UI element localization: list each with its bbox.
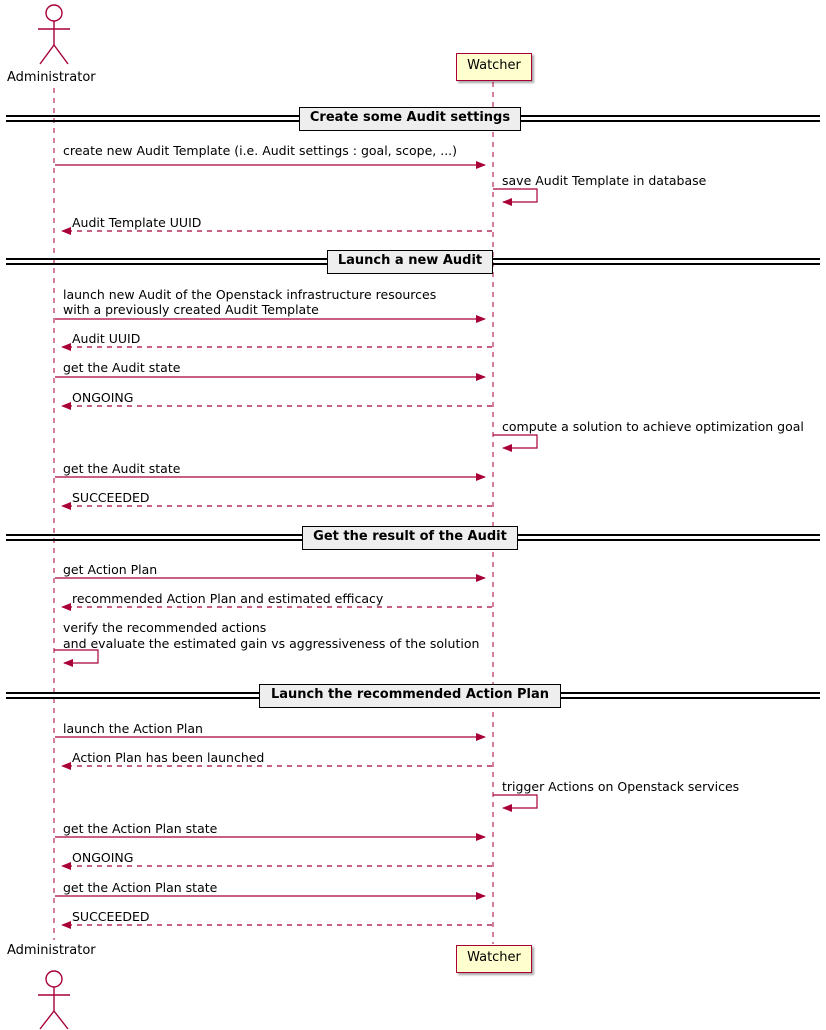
- message-label-get-action-plan: get Action Plan: [63, 562, 158, 577]
- arrow-save-audit-template-self: [493, 189, 537, 202]
- actor-administrator-bottom: [38, 971, 70, 1029]
- divider-get-result: [302, 526, 518, 550]
- message-label-ongoing-1: ONGOING: [72, 390, 134, 405]
- divider-launch-new-audit-label: Launch a new Audit: [337, 253, 483, 268]
- message-label-save-audit-template: save Audit Template in database: [502, 173, 707, 188]
- message-label-get-action-plan-state-2: get the Action Plan state: [63, 880, 218, 895]
- divider-launch-recommended-plan: [259, 684, 561, 708]
- message-label-verify-actions-line1: verify the recommended actions: [63, 620, 267, 635]
- participant-watcher-bottom[interactable]: [456, 945, 532, 973]
- message-label-audit-template-uuid: Audit Template UUID: [72, 215, 202, 230]
- participant-watcher-top[interactable]: [456, 53, 532, 81]
- message-label-launch-action-plan: launch the Action Plan: [63, 721, 203, 736]
- message-label-verify-actions-line2: and evaluate the estimated gain vs aggressiveness of the solution: [63, 636, 480, 651]
- actor-administrator-bottom-label: Administrator: [7, 943, 96, 958]
- actor-administrator-top-label: Administrator: [7, 70, 96, 85]
- actor-administrator-top: [38, 5, 70, 64]
- divider-create-audit-settings-label: Create some Audit settings: [309, 110, 511, 125]
- message-label-get-audit-state-2: get the Audit state: [63, 461, 181, 476]
- message-label-create-audit-template: create new Audit Template (i.e. Audit settings : goal, scope, ...): [63, 143, 458, 158]
- message-label-launch-new-audit-line2: with a previously created Audit Template: [63, 302, 319, 317]
- message-label-action-plan-launched: Action Plan has been launched: [72, 750, 265, 765]
- participant-watcher-bottom-label: Watcher: [467, 950, 521, 965]
- arrow-verify-actions-self: [54, 650, 98, 663]
- participant-watcher-top-label: Watcher: [467, 58, 521, 73]
- message-label-get-action-plan-state-1: get the Action Plan state: [63, 821, 218, 836]
- message-label-ongoing-2: ONGOING: [72, 850, 134, 865]
- message-label-audit-uuid: Audit UUID: [72, 331, 141, 346]
- divider-launch-new-audit: [327, 250, 493, 274]
- arrow-trigger-actions-self: [493, 795, 537, 808]
- message-label-get-audit-state-1: get the Audit state: [63, 360, 181, 375]
- arrow-compute-solution-self: [493, 435, 537, 448]
- divider-get-result-label: Get the result of the Audit: [313, 529, 507, 544]
- message-label-launch-new-audit-line1: launch new Audit of the Openstack infrastructure resources: [63, 287, 437, 302]
- message-label-compute-solution: compute a solution to achieve optimization goal: [502, 419, 804, 434]
- message-label-succeeded-1: SUCCEEDED: [72, 490, 150, 505]
- message-label-trigger-actions: trigger Actions on Openstack services: [502, 779, 740, 794]
- divider-create-audit-settings: [299, 107, 521, 131]
- message-label-succeeded-2: SUCCEEDED: [72, 909, 150, 924]
- message-label-recommended-action-plan: recommended Action Plan and estimated efficacy: [72, 591, 384, 606]
- divider-launch-recommended-plan-label: Launch the recommended Action Plan: [270, 687, 549, 702]
